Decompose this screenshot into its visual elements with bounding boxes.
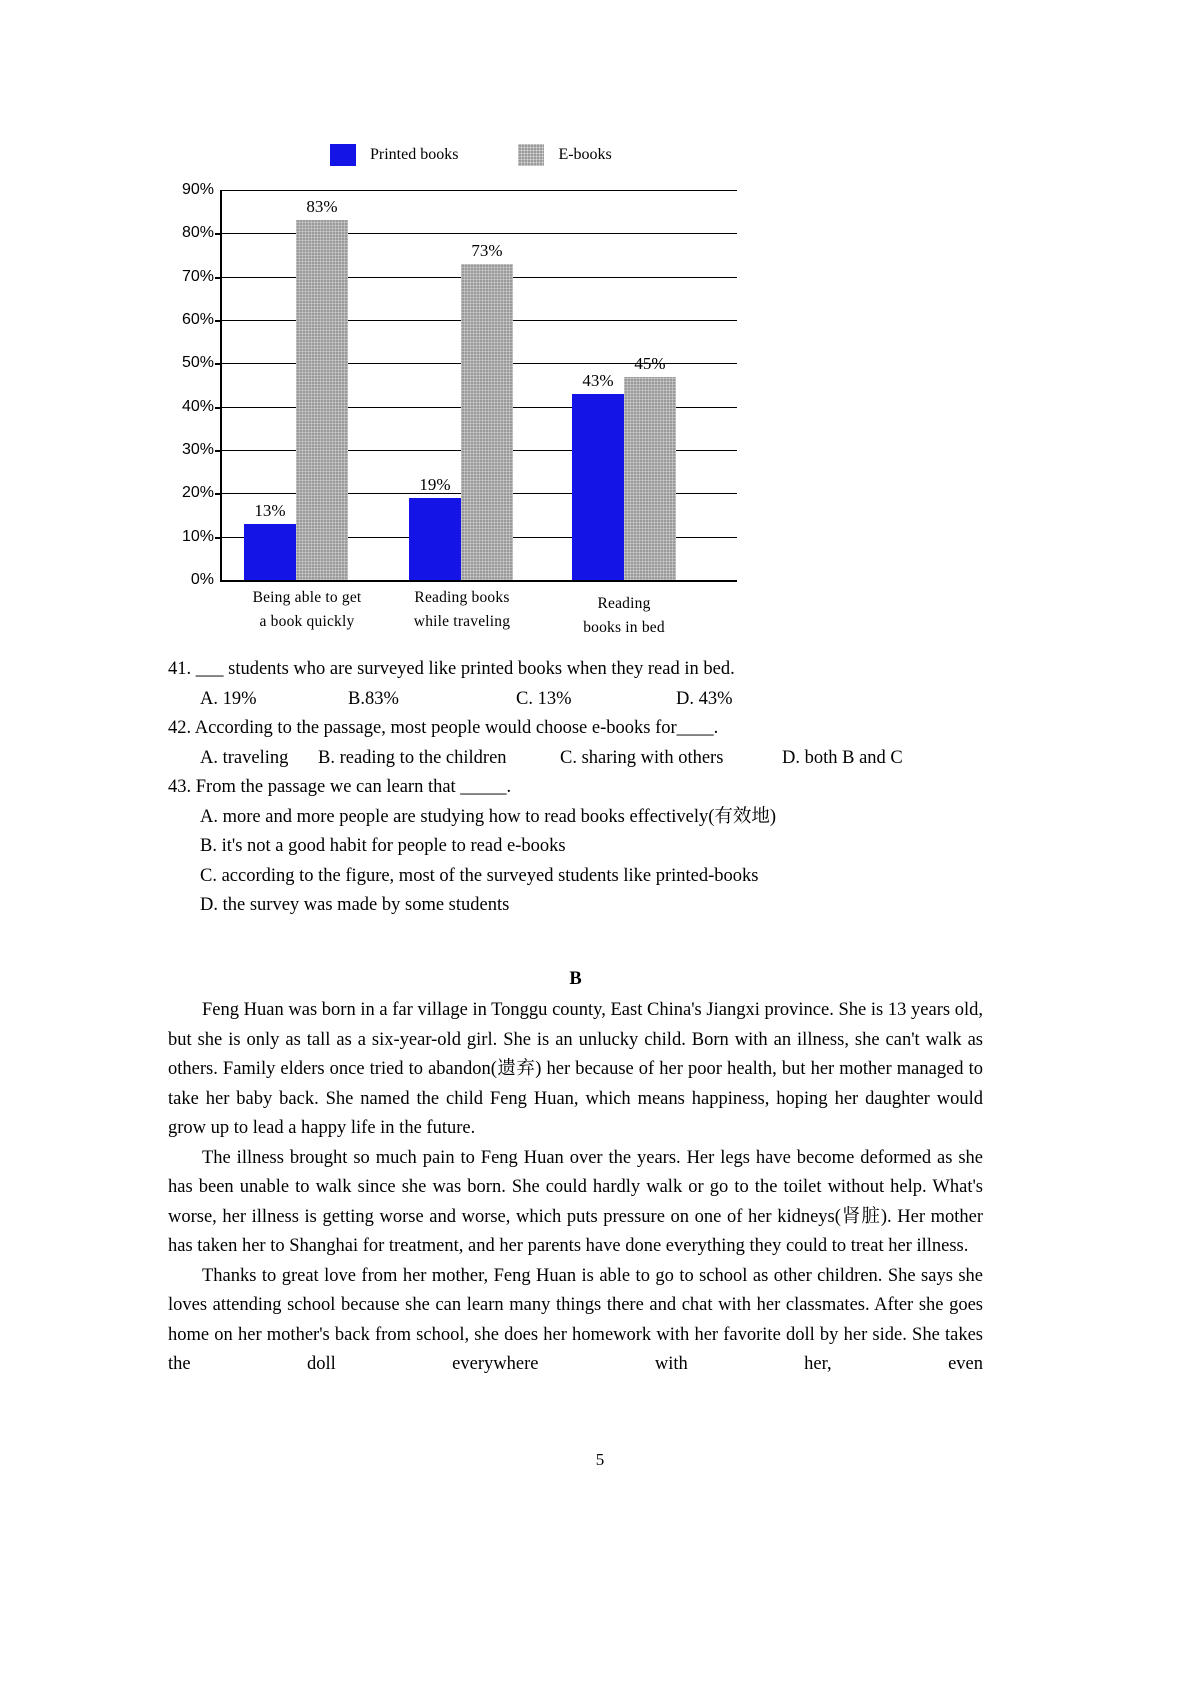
chart-bars (222, 190, 737, 637)
bar-value-printed-1: 19% (419, 474, 451, 494)
bar-ebooks-2 (624, 354, 676, 580)
question-43-stem: 43. From the passage we can learn that _____. (168, 777, 512, 797)
tickmark-70 (215, 277, 222, 279)
tickmark-60 (215, 320, 222, 322)
legend-item-ebooks (518, 144, 611, 166)
x-category-2 (539, 592, 709, 640)
x-category-0 (222, 586, 392, 634)
question-41-option-d[interactable]: D. 43% (676, 688, 733, 709)
bar-printed-0 (244, 500, 296, 580)
question-41-option-a[interactable]: A. 19% (200, 688, 257, 709)
question-42-option-d[interactable]: D. both B and C (782, 747, 903, 768)
tickmark-20 (215, 493, 222, 495)
reading-comprehension-text (168, 655, 983, 1380)
bar-chart (170, 130, 960, 650)
passage-paragraph-3: Thanks to great love from her mother, Feng Huan is able to go to school as other children. She says she loves attending school because she can learn many things there and chat with her classmates. After she goes home on her mother's back from school, she does her homework with her favorite doll by her side. She takes the doll everywhere with her, even (168, 1265, 983, 1374)
x-category-2-line2: books in bed (583, 619, 665, 637)
ytick-label-10: 10% (181, 527, 214, 545)
question-43-option-c[interactable]: C. according to the figure, most of the surveyed students like printed-books (200, 865, 759, 886)
ytick-label-40: 40% (181, 397, 214, 415)
ytick-label-70: 70% (181, 267, 214, 285)
ytick-label-50: 50% (181, 354, 214, 372)
question-42-options (168, 744, 983, 774)
question-43-option-a[interactable]: A. more and more people are studying how to read books effectively(有效地) (200, 806, 777, 827)
ytick-label-30: 30% (181, 441, 214, 458)
question-43-option-d[interactable]: D. the survey was made by some students (200, 895, 510, 915)
ytick-label-90: 90% (181, 181, 214, 198)
chart-plot-area (181, 181, 737, 637)
tickmark-80 (215, 233, 222, 235)
question-41-options (168, 685, 983, 715)
passage-paragraph-1: Feng Huan was born in a far village in Tonggu county, East China's Jiangxi province. She is 13 years old, but she is only as tall as a six-year-old girl. She is an unlucky child. Born with an illness, she can't walk as others. Family elders once tried to abandon(遗弃) her because of her poor health, but her mother managed to take her baby back. She named the child Feng Huan, which means happiness, hoping her daughter would grow up to lead a happy life in the future. (168, 1000, 983, 1138)
question-41-option-b[interactable]: B.83% (348, 688, 399, 709)
bar-printed-1 (409, 474, 461, 580)
bar-value-printed-0: 13% (254, 500, 286, 520)
question-42-stem: 42. According to the passage, most people would choose e-books for____. (168, 718, 719, 738)
bar-ebooks-1 (461, 240, 513, 580)
legend-label-ebooks: E-books (558, 146, 612, 163)
tickmark-10 (215, 537, 222, 539)
tickmark-30 (215, 450, 222, 452)
ytick-label-60: 60% (181, 311, 214, 328)
bar-ebooks-0 (296, 197, 348, 580)
page-number: 5 (595, 1450, 605, 1469)
x-category-1 (377, 586, 547, 634)
ytick-label-80: 80% (181, 224, 214, 242)
question-43-option-b[interactable]: B. it's not a good habit for people to read e-books (200, 836, 566, 856)
legend-swatch-icon-printed (330, 144, 356, 166)
chart-legend (330, 144, 612, 166)
x-category-1-line1: Reading books (414, 589, 510, 606)
ytick-label-0: 0% (190, 571, 214, 588)
question-42-option-b[interactable]: B. reading to the children (318, 747, 507, 768)
x-category-1-line2: while traveling (413, 613, 511, 631)
question-42-option-a[interactable]: A. traveling (200, 747, 289, 768)
tickmark-50 (215, 363, 222, 365)
legend-item-printed-books (330, 144, 458, 166)
x-category-0-line1: Being able to get (252, 589, 362, 606)
legend-label-printed: Printed books (370, 146, 459, 163)
x-category-2-line1: Reading (597, 595, 651, 612)
question-41-stem: 41. ___ students who are surveyed like printed books when they read in bed. (168, 659, 735, 679)
bar-printed-2 (572, 370, 624, 580)
tickmark-40 (215, 407, 222, 409)
bar-value-ebooks-0: 83% (306, 197, 338, 217)
question-42-option-c[interactable]: C. sharing with others (560, 747, 724, 768)
ytick-label-20: 20% (181, 484, 214, 502)
x-category-0-line2: a book quickly (259, 613, 355, 631)
bar-value-ebooks-2: 45% (634, 354, 666, 373)
legend-swatch-icon-ebooks (518, 144, 544, 166)
question-41-option-c[interactable]: C. 13% (516, 688, 572, 709)
passage-paragraph-2: The illness brought so much pain to Feng Huan over the years. Her legs have become deformed as she has been unable to walk since she was born. She could hardly walk or go to the toilet without help. What's worse, her illness is getting worse and worse, which puts pressure on one of her kidneys(肾脏). Her mother has taken her to Shanghai for treatment, and her parents have done everything they could to treat her illness. (168, 1147, 983, 1256)
bar-value-printed-2: 43% (582, 370, 614, 390)
bar-value-ebooks-1: 73% (471, 240, 503, 260)
section-heading-b: B (569, 968, 582, 989)
